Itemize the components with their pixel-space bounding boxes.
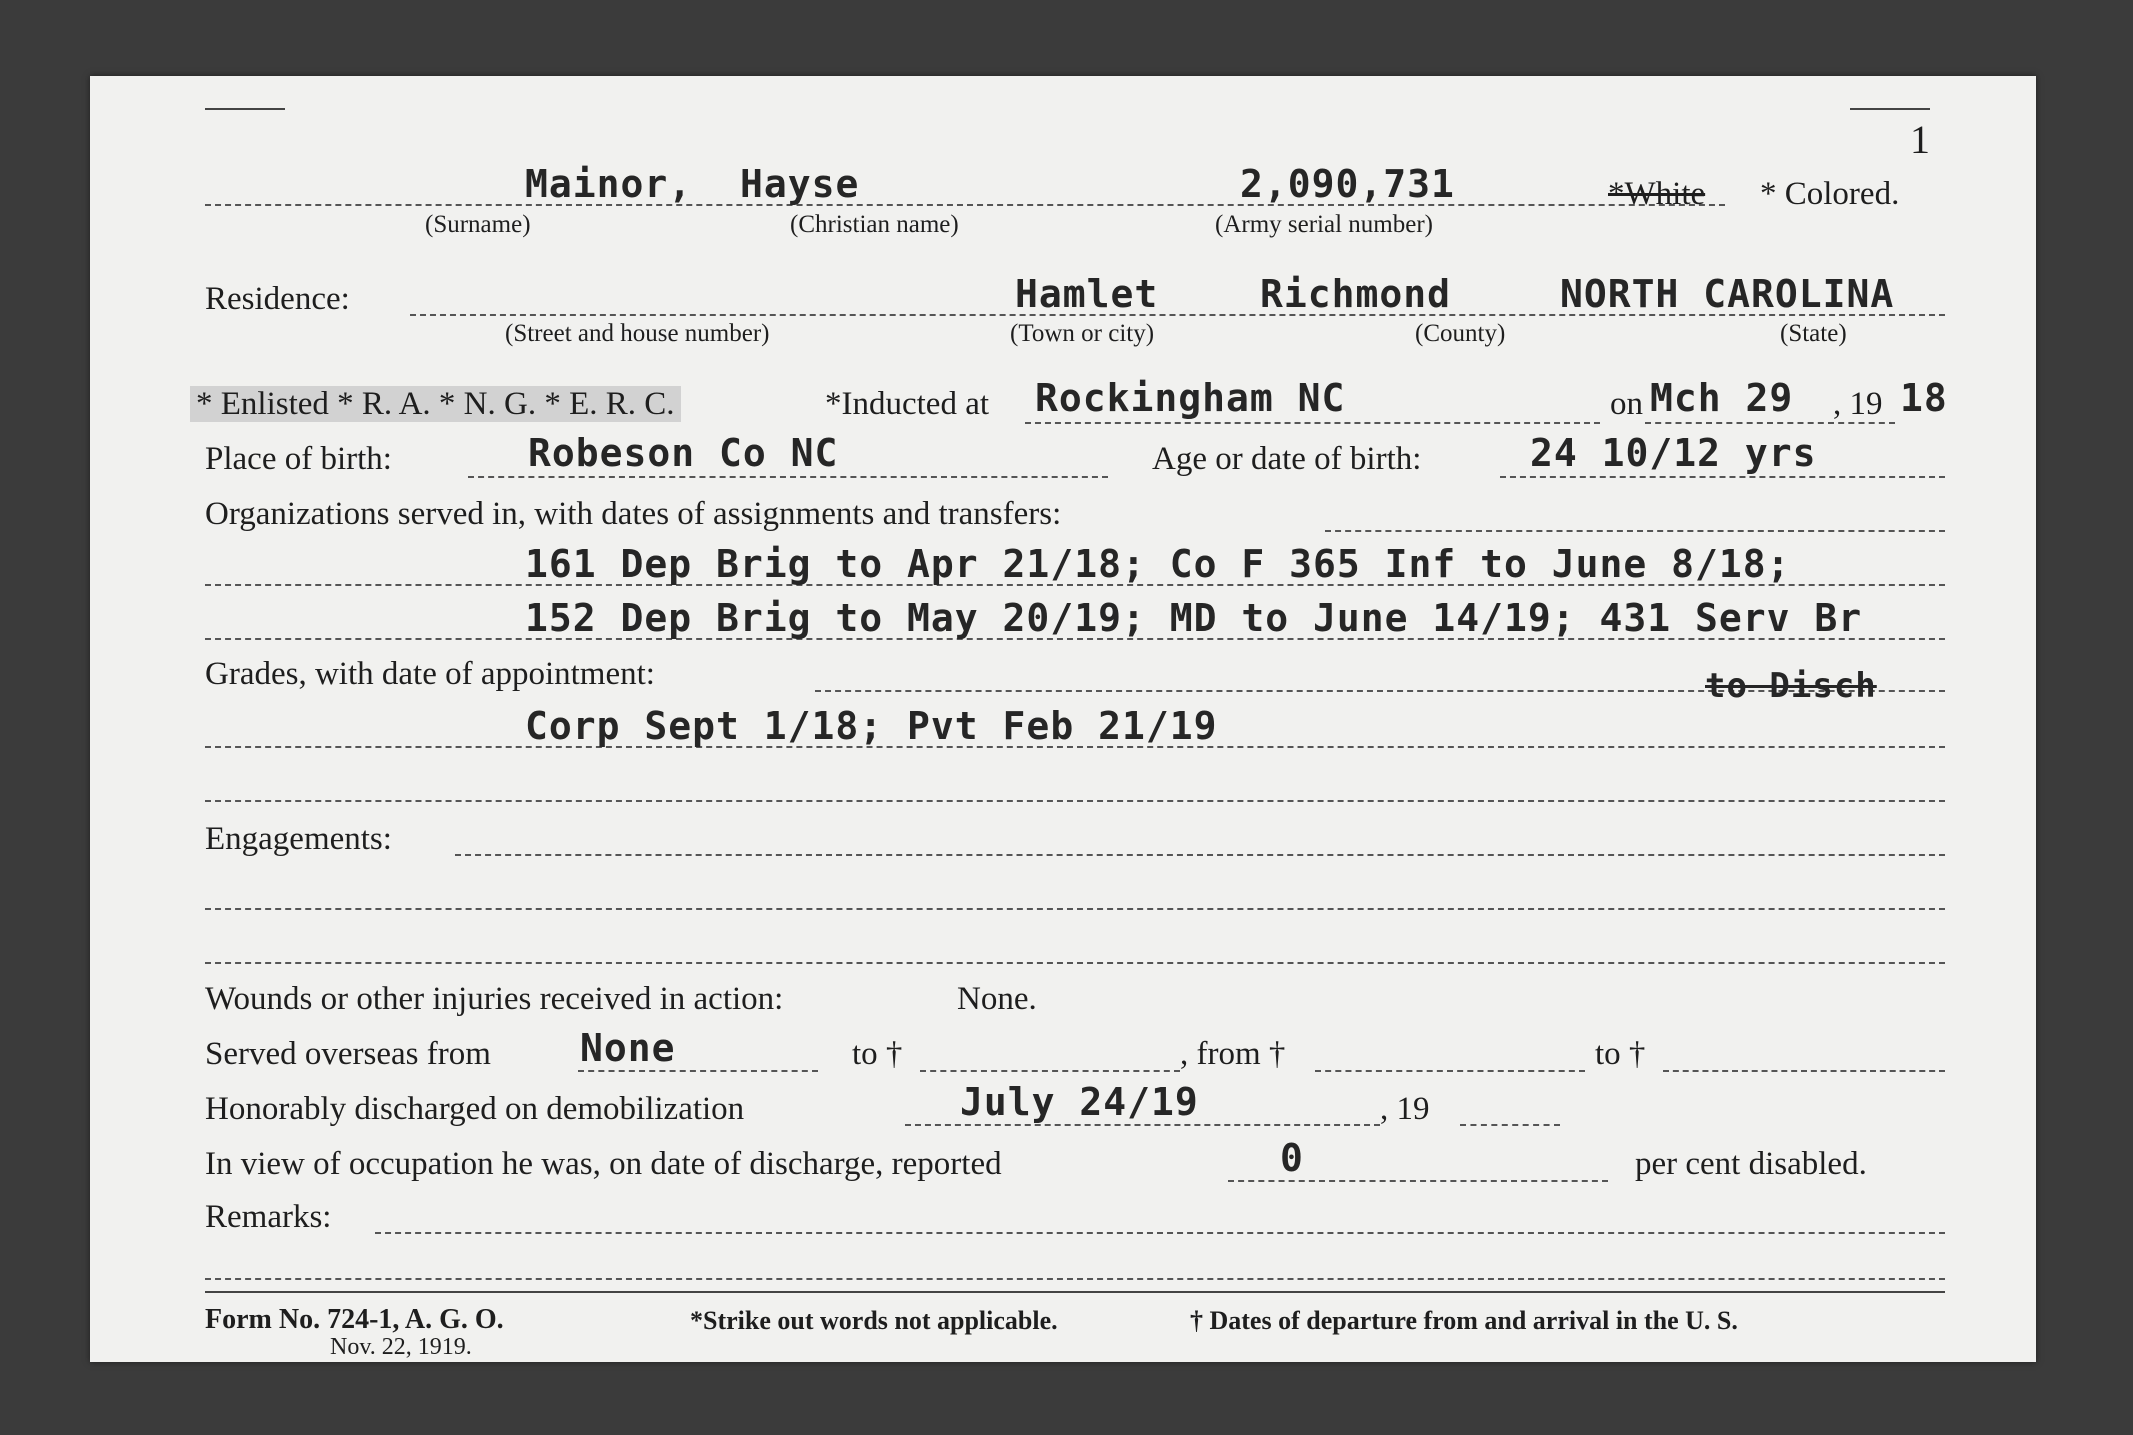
overseas-to: to † <box>852 1036 903 1072</box>
christian-name-value: Hayse <box>740 162 860 206</box>
overseas-label: Served overseas from <box>205 1036 491 1072</box>
organizations-label: Organizations served in, with dates of assignments and transfers: <box>205 496 1062 532</box>
footer-rule <box>205 1291 1945 1293</box>
grades-line-2 <box>205 800 1945 802</box>
wounds-value: None. <box>957 981 1037 1017</box>
age-value: 24 10/12 yrs <box>1530 431 1817 475</box>
overseas-to2: to † <box>1595 1036 1646 1072</box>
overseas-from-line <box>578 1070 818 1072</box>
form-date: Nov. 22, 1919. <box>330 1334 472 1360</box>
discharge-date: July 24/19 <box>960 1080 1199 1124</box>
overseas-from2-line <box>1315 1070 1585 1072</box>
inducted-place: Rockingham NC <box>1035 376 1346 420</box>
organizations-text-2: 152 Dep Brig to May 20/19; MD to June 14/19; 431 Serv Br <box>525 596 1863 640</box>
discharge-year: , 19 <box>1380 1091 1430 1127</box>
birth-place-label: Place of birth: <box>205 441 392 477</box>
engagements-line-1 <box>205 908 1945 910</box>
disability-line <box>1228 1180 1608 1182</box>
overseas-from2: , from † <box>1180 1036 1286 1072</box>
serial-number-value: 2,090,731 <box>1240 162 1455 206</box>
form-number: Form No. 724-1, A. G. O. <box>205 1304 504 1335</box>
disability-label: In view of occupation he was, on date of discharge, reported <box>205 1146 1002 1182</box>
remarks-line-1 <box>205 1278 1945 1280</box>
age-line <box>1500 476 1945 478</box>
on-label: on <box>1610 386 1643 422</box>
top-right-rule <box>1850 108 1930 110</box>
top-left-rule <box>205 108 285 110</box>
inducted-line <box>1025 422 1600 424</box>
residence-town: Hamlet <box>1015 272 1159 316</box>
residence-state: NORTH CAROLINA <box>1560 272 1895 316</box>
footer-note-dates: † Dates of departure from and arrival in the U. S. <box>1190 1306 1738 1335</box>
inducted-label: *Inducted at <box>825 386 990 422</box>
discharge-label: Honorably discharged on demobilization <box>205 1091 745 1127</box>
engagements-label: Engagements: <box>205 821 392 857</box>
remarks-line-0 <box>375 1232 1945 1234</box>
engagements-line-0 <box>455 854 1945 856</box>
grades-text-1: Corp Sept 1/18; Pvt Feb 21/19 <box>525 704 1218 748</box>
caption-town: (Town or city) <box>1010 320 1155 347</box>
race-white: *White <box>1608 176 1706 212</box>
organizations-text-1: 161 Dep Brig to Apr 21/18; Co F 365 Inf to June 8/18; <box>525 542 1791 586</box>
remarks-label: Remarks: <box>205 1199 332 1235</box>
surname-value: Mainor, <box>525 162 693 206</box>
discharge-year-line <box>1460 1124 1560 1126</box>
inducted-date: Mch 29 <box>1650 376 1794 420</box>
grades-continuation: to Disch <box>1705 666 1877 706</box>
caption-street: (Street and house number) <box>505 320 770 347</box>
overseas-to-line <box>920 1070 1180 1072</box>
caption-county: (County) <box>1415 320 1506 347</box>
residence-label: Residence: <box>205 281 350 317</box>
disability-suffix: per cent disabled. <box>1635 1146 1867 1182</box>
engagements-line-2 <box>205 962 1945 964</box>
residence-county: Richmond <box>1260 272 1452 316</box>
name-line <box>205 204 1725 206</box>
race-colored: * Colored. <box>1760 176 1900 212</box>
footer-note-strike: *Strike out words not applicable. <box>690 1306 1058 1335</box>
disability-value: 0 <box>1280 1136 1304 1180</box>
discharge-line <box>905 1124 1380 1126</box>
grades-label: Grades, with date of appointment: <box>205 656 655 692</box>
age-label: Age or date of birth: <box>1152 441 1422 477</box>
service-card <box>90 76 2036 1362</box>
year-prefix: , 19 <box>1833 386 1883 422</box>
caption-serial: (Army serial number) <box>1215 211 1433 238</box>
birth-place-value: Robeson Co NC <box>528 431 839 475</box>
caption-state: (State) <box>1780 320 1847 347</box>
inducted-year: 18 <box>1900 376 1948 420</box>
overseas-value: None <box>580 1026 676 1070</box>
caption-christian: (Christian name) <box>790 211 959 238</box>
caption-surname: (Surname) <box>425 211 531 238</box>
enlistment-options-text: * Enlisted * R. A. * N. G. * E. R. C. <box>190 386 681 422</box>
card-number: 1 <box>1910 117 1930 162</box>
organizations-line-0 <box>1325 530 1945 532</box>
wounds-label: Wounds or other injuries received in action: <box>205 981 784 1017</box>
birth-place-line <box>468 476 1108 478</box>
enlistment-options <box>190 386 681 423</box>
overseas-to2-line <box>1663 1070 1945 1072</box>
